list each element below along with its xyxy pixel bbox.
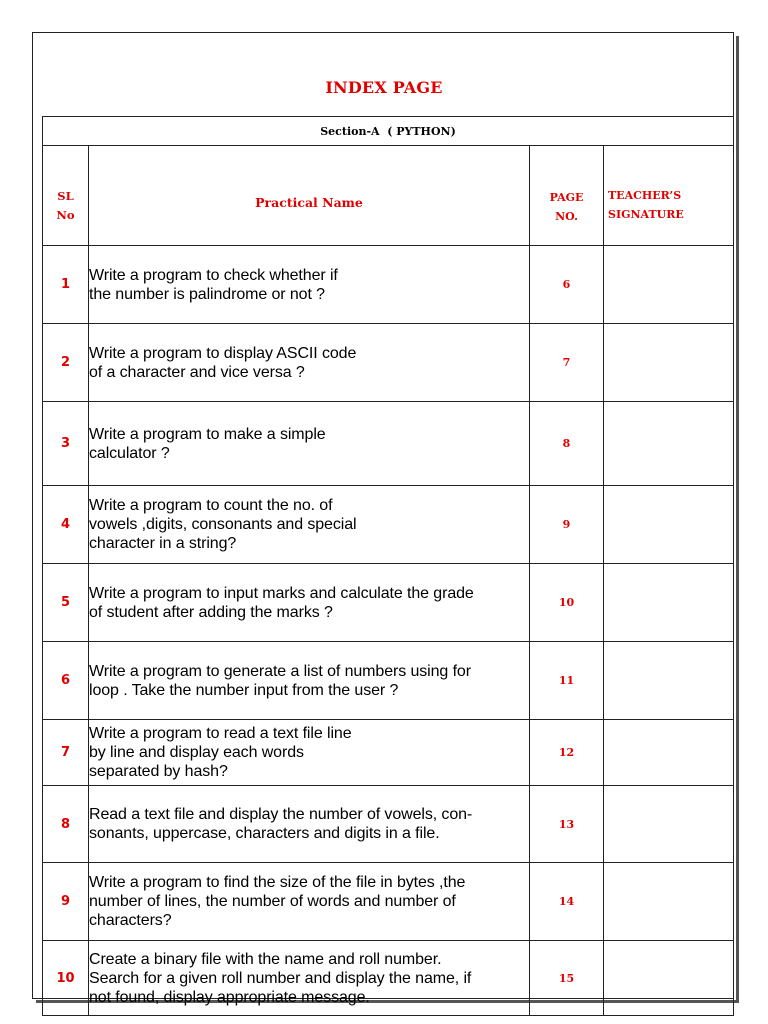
row-practical-name: Write a program to generate a list of numbers using for loop . Take the number input from the user ? bbox=[89, 642, 530, 720]
section-heading: Section-A ( PYTHON) bbox=[43, 117, 734, 146]
row-practical-name: Write a program to input marks and calculate the grade of student after adding the marks ? bbox=[89, 564, 530, 642]
table-row bbox=[43, 324, 734, 402]
row-practical-name: Write a program to make a simple calculator ? bbox=[89, 402, 530, 486]
row-signature-cell bbox=[604, 941, 734, 1016]
row-signature-cell bbox=[604, 246, 734, 324]
row-page-no: 9 bbox=[530, 486, 604, 564]
row-signature-cell bbox=[604, 642, 734, 720]
row-practical-name: Read a text file and display the number of vowels, con- sonants, uppercase, characters and digits in a file. bbox=[89, 786, 530, 863]
row-signature-cell bbox=[604, 863, 734, 941]
row-page-no: 12 bbox=[530, 720, 604, 786]
row-signature-cell bbox=[604, 786, 734, 863]
row-practical-name: Write a program to find the size of the file in bytes ,the number of lines, the number of words and number of characters? bbox=[89, 863, 530, 941]
header-sl-no: SL No bbox=[43, 146, 89, 246]
header-row bbox=[43, 146, 734, 246]
table-row bbox=[43, 786, 734, 863]
row-page-no: 7 bbox=[530, 324, 604, 402]
row-sl-no: 6 bbox=[43, 642, 89, 720]
row-signature-cell bbox=[604, 324, 734, 402]
row-sl-no: 3 bbox=[43, 402, 89, 486]
row-sl-no: 4 bbox=[43, 486, 89, 564]
row-page-no: 10 bbox=[530, 564, 604, 642]
row-page-no: 13 bbox=[530, 786, 604, 863]
row-page-no: 11 bbox=[530, 642, 604, 720]
header-page-no: PAGE NO. bbox=[530, 146, 604, 246]
table-row bbox=[43, 246, 734, 324]
row-signature-cell bbox=[604, 720, 734, 786]
row-signature-cell bbox=[604, 402, 734, 486]
table-row bbox=[43, 941, 734, 1016]
header-teacher-signature: TEACHER’S SIGNATURE bbox=[604, 146, 734, 246]
page-title: INDEX PAGE bbox=[325, 78, 443, 97]
row-signature-cell bbox=[604, 564, 734, 642]
table-row bbox=[43, 863, 734, 941]
row-practical-name: Write a program to read a text file line by line and display each words separated by hash? bbox=[89, 720, 530, 786]
page-border-shadow-right bbox=[736, 36, 739, 1002]
row-page-no: 15 bbox=[530, 941, 604, 1016]
row-sl-no: 9 bbox=[43, 863, 89, 941]
row-practical-name: Write a program to count the no. of vowels ,digits, consonants and special character in a string? bbox=[89, 486, 530, 564]
row-sl-no: 1 bbox=[43, 246, 89, 324]
table-row bbox=[43, 564, 734, 642]
row-practical-name: Write a program to display ASCII code of a character and vice versa ? bbox=[89, 324, 530, 402]
table-row bbox=[43, 402, 734, 486]
header-practical-name: Practical Name bbox=[89, 146, 530, 246]
row-sl-no: 7 bbox=[43, 720, 89, 786]
row-sl-no: 5 bbox=[43, 564, 89, 642]
table-row bbox=[43, 486, 734, 564]
row-page-no: 14 bbox=[530, 863, 604, 941]
index-table bbox=[42, 116, 734, 1016]
section-row bbox=[43, 117, 734, 146]
row-page-no: 6 bbox=[530, 246, 604, 324]
table-row bbox=[43, 720, 734, 786]
row-sl-no: 10 bbox=[43, 941, 89, 1016]
row-page-no: 8 bbox=[530, 402, 604, 486]
row-sl-no: 8 bbox=[43, 786, 89, 863]
table-row bbox=[43, 642, 734, 720]
row-sl-no: 2 bbox=[43, 324, 89, 402]
row-practical-name: Create a binary file with the name and roll number. Search for a given roll number and display the name, if not found, display appropriate message. bbox=[89, 941, 530, 1016]
row-practical-name: Write a program to check whether if the number is palindrome or not ? bbox=[89, 246, 530, 324]
row-signature-cell bbox=[604, 486, 734, 564]
